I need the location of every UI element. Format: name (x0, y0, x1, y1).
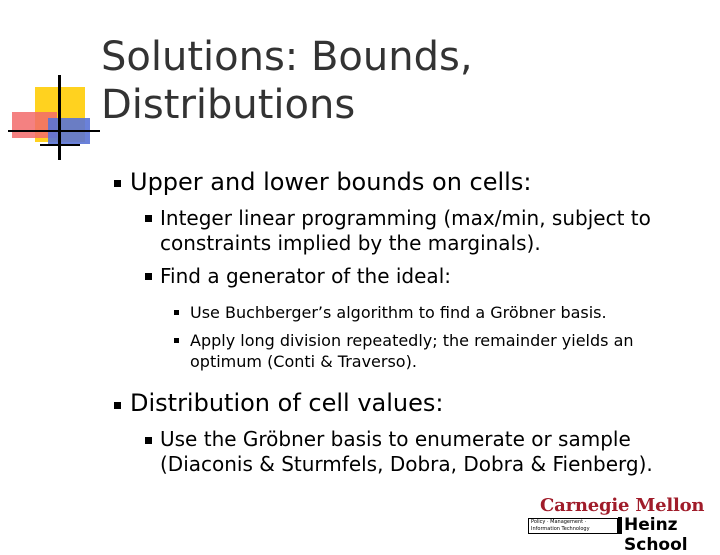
bullet-line: Apply long division repeatedly; the remainder yields an (190, 331, 634, 350)
cmu-heinz-logo (510, 495, 715, 555)
logo-school-name: Heinz School (624, 515, 688, 555)
slide-title-line-1: Solutions: Bounds, (101, 34, 473, 80)
logo-bar (618, 517, 622, 534)
bullet-line: constraints implied by the marginals). (160, 231, 541, 255)
bullet-marker (114, 402, 121, 409)
bullet-line: (Diaconis & Sturmfels, Dobra, Dobra & Fienberg). (160, 452, 653, 476)
bullet-marker (145, 273, 152, 280)
bullet-marker (145, 215, 152, 222)
bullet-level2 (160, 206, 710, 256)
bullet-line: optimum (Conti & Traverso). (190, 352, 417, 371)
bullet-level2: Find a generator of the ideal: (160, 264, 451, 288)
bullet-line: Integer linear programming (max/min, subject to (160, 206, 651, 230)
slide-title (101, 33, 701, 129)
logo-university-name: Carnegie Mellon (540, 495, 705, 516)
logo-tagline-line-1: Policy · Management · (531, 519, 587, 525)
bullet-level3 (190, 330, 710, 372)
bullet-level1: Upper and lower bounds on cells: (130, 168, 532, 196)
logo-tagline (528, 518, 618, 534)
bullet-marker (114, 180, 121, 187)
bullet-level3: Use Buchberger’s algorithm to find a Gröbner basis. (190, 303, 607, 322)
slide-title-line-2: Distributions (101, 82, 356, 128)
decor-horizontal-line (8, 130, 100, 132)
decor-vertical-line (58, 75, 61, 160)
bullet-level2 (160, 427, 715, 477)
bullet-line: Use the Gröbner basis to enumerate or sample (160, 427, 631, 451)
bullet-level1: Distribution of cell values: (130, 389, 444, 417)
logo-tagline-line-2: Information Technology (531, 526, 590, 532)
bullet-marker (145, 437, 152, 444)
bullet-marker (174, 310, 179, 315)
decor-horizontal-line-short (40, 144, 80, 146)
bullet-marker (174, 338, 179, 343)
